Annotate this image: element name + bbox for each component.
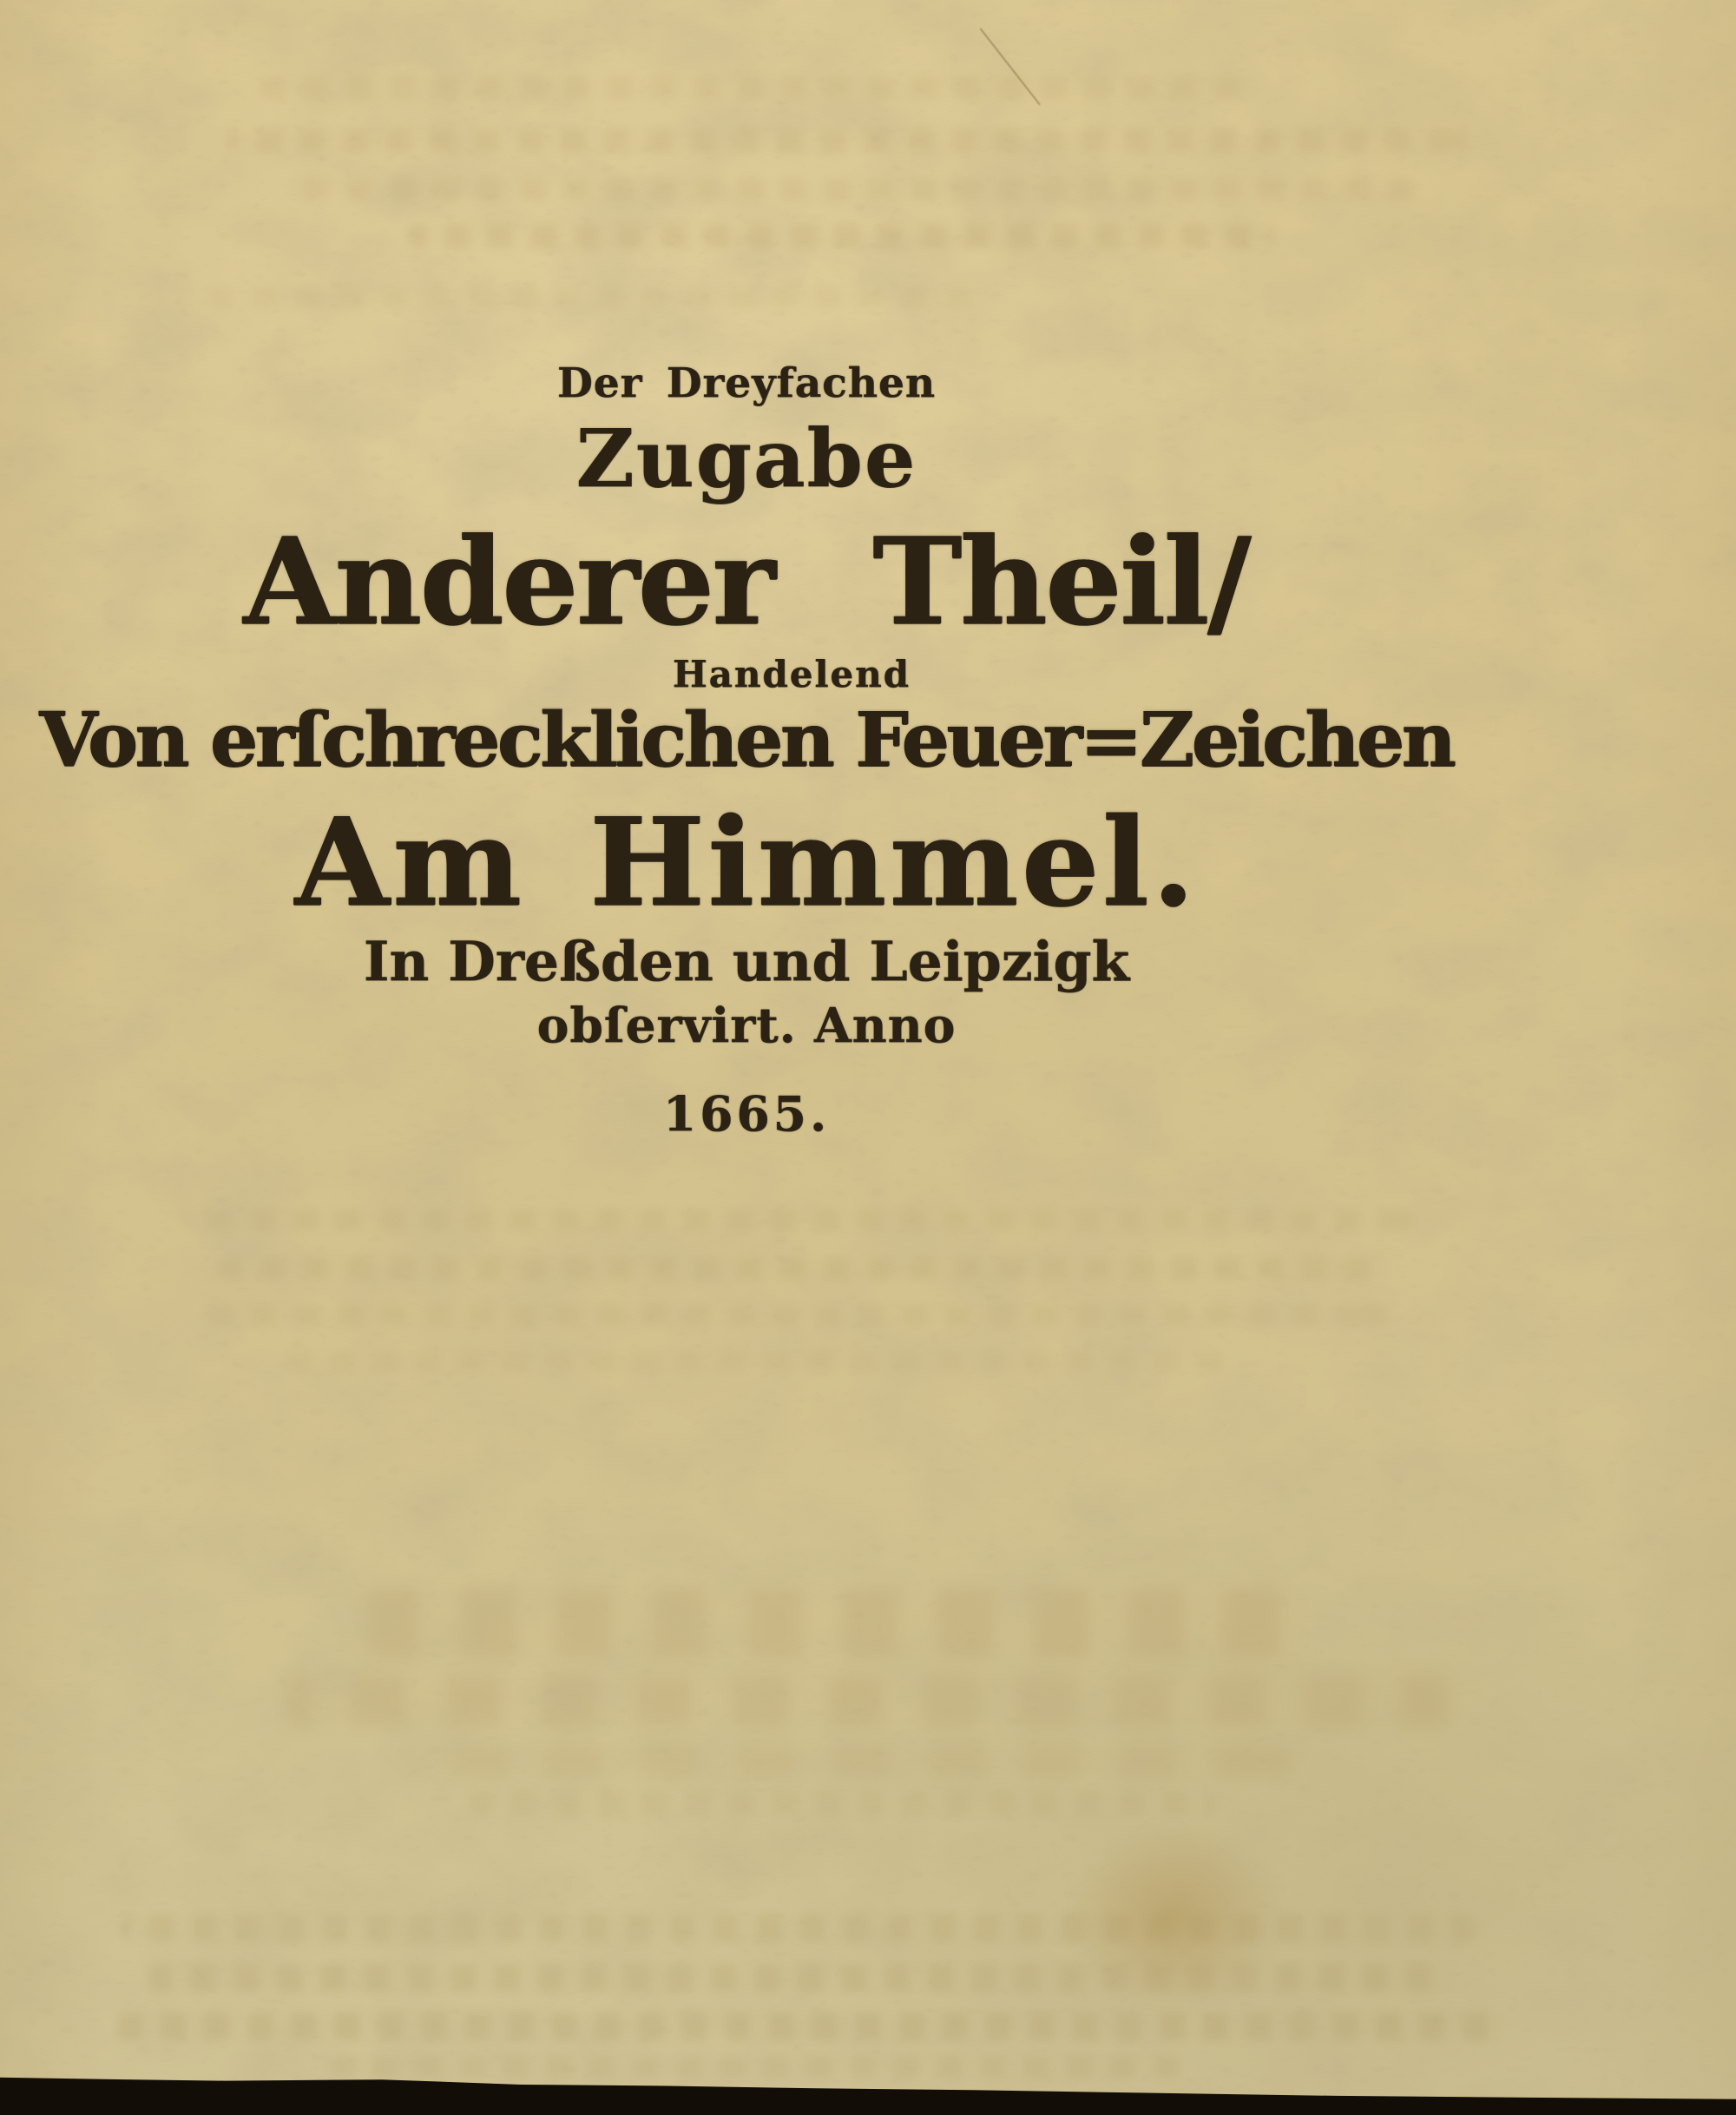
title-line-handelend: Handelend — [672, 653, 911, 695]
imprint-place-line: In Dreßden und Leipzigk — [363, 929, 1130, 993]
title-line-series: Der Dreyfachen — [556, 359, 937, 407]
imprint-observed-line: obſervirt. Anno — [536, 997, 957, 1053]
title-line-part: Anderer Theil/ — [243, 511, 1250, 652]
imprint-year: 1665. — [662, 1085, 831, 1142]
title-line-subject: Von erſchrecklichen Feuer=Zeichen — [39, 696, 1454, 784]
title-line-zugabe: Zugabe — [575, 412, 917, 505]
paper-stain — [1066, 1822, 1283, 2008]
title-line-himmel: Am Himmel. — [294, 792, 1199, 934]
